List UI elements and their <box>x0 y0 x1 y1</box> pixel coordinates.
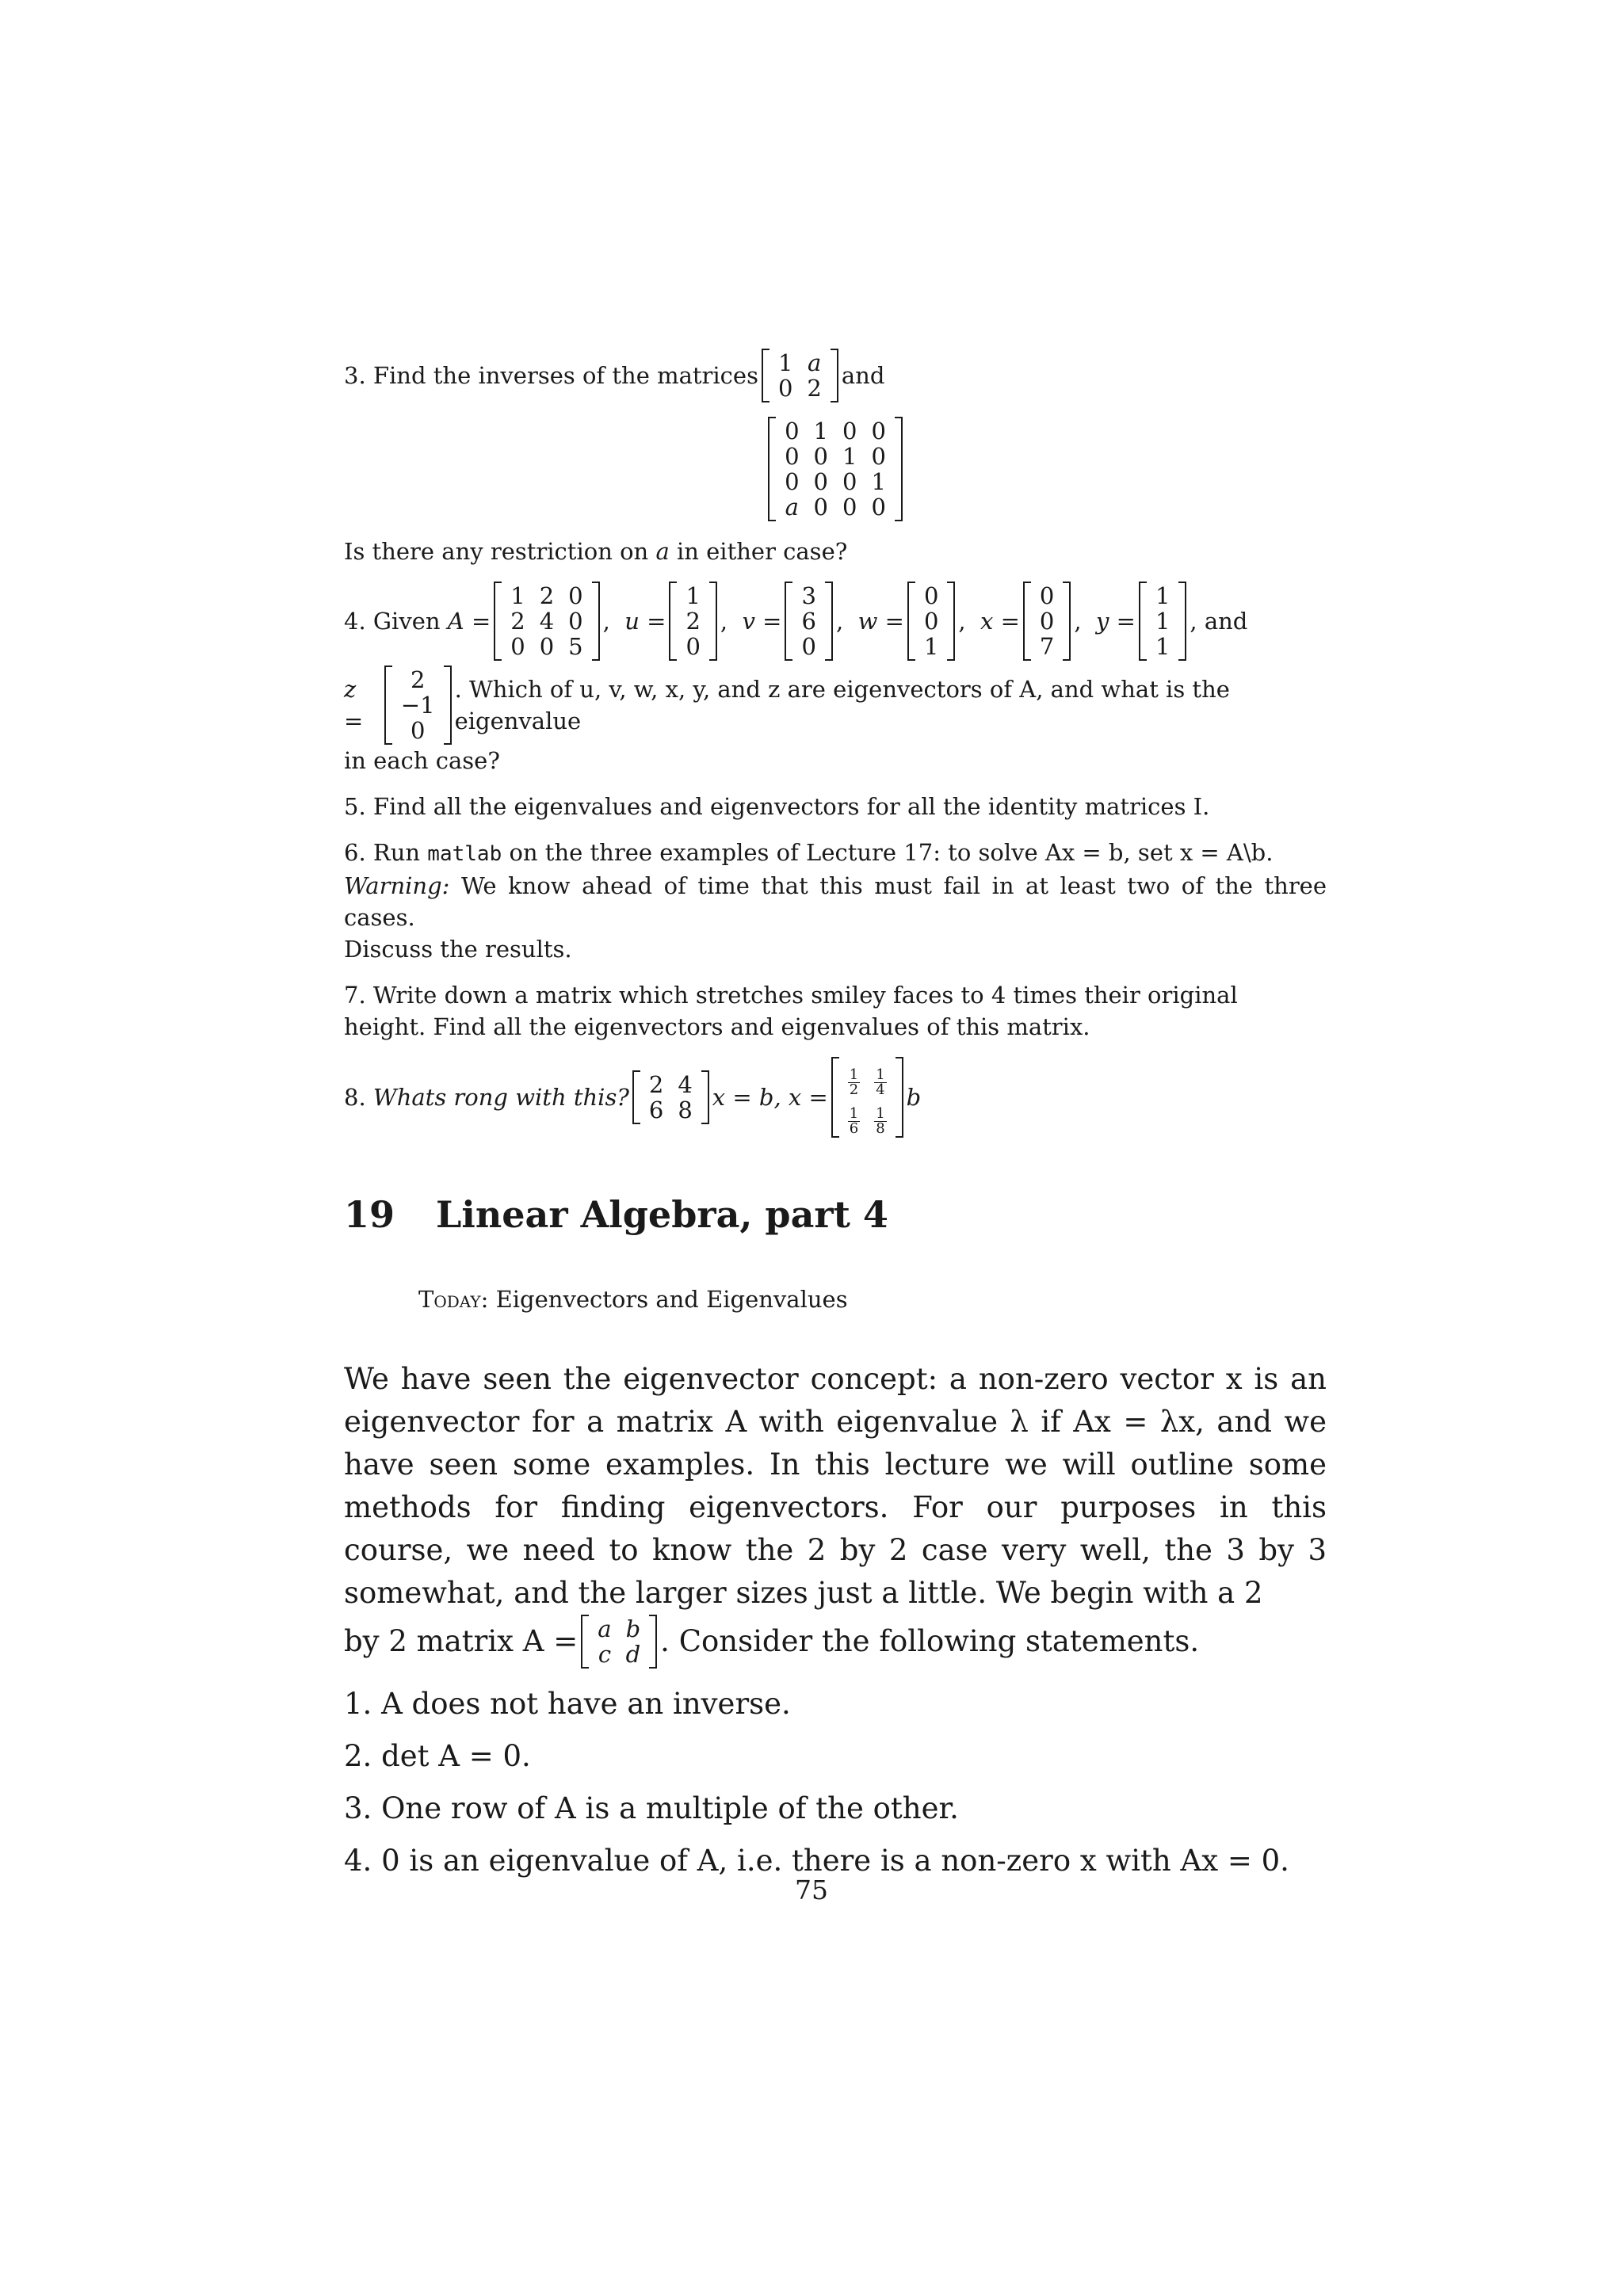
candidate-vectors <box>603 582 1190 661</box>
section-number: 19 <box>344 1193 395 1236</box>
matlab-code: matlab <box>427 842 502 866</box>
matrix-cell: 2 <box>410 666 426 693</box>
vector-label: , y = <box>1074 608 1136 635</box>
fraction-cell: $\frac{1}{8}$ <box>876 1105 885 1137</box>
matrix-2x2-p8 <box>632 1070 709 1124</box>
vector-x <box>1023 582 1071 661</box>
matrix-cell: 0 <box>777 375 793 402</box>
matrix-cell: 0 <box>813 494 828 521</box>
matrix-cell: 7 <box>1039 633 1055 660</box>
matrix-cell: 0 <box>842 468 857 495</box>
matrix-cell: 1 <box>1155 582 1170 609</box>
matrix-cell: 4 <box>539 608 555 635</box>
matrix-cell: 1 <box>685 582 701 609</box>
matrix-4x4 <box>768 417 903 521</box>
matrix-cell: 8 <box>678 1097 693 1123</box>
page-number: 75 <box>795 1875 828 1905</box>
matrix-cell: 1 <box>510 582 525 609</box>
matrix-cell: 2 <box>685 608 701 635</box>
fraction-cell: $\frac{1}{2}$ <box>849 1066 859 1098</box>
matrix-cell: a <box>598 1615 612 1642</box>
matrix-cell: 0 <box>923 582 939 609</box>
vector-z <box>384 666 452 745</box>
vector-w <box>907 582 955 661</box>
problem-4-tail: in each case? <box>344 747 500 774</box>
matrix-cell: 0 <box>801 633 816 660</box>
problem-4-z: z = 2 −1 0 . Which of u, v, w, x, y, and z are eigenvectors of A, and what is the eigenvalue <box>344 666 1230 744</box>
matrix-cell: 1 <box>1155 608 1170 635</box>
matrix-cell: 1 <box>777 349 793 376</box>
vector-y <box>1139 582 1186 661</box>
matrix-inverse-fractions <box>831 1057 903 1138</box>
matrix-cell: 6 <box>648 1097 664 1123</box>
matrix-cell: 5 <box>568 633 583 660</box>
statement-item: 1. A does not have an inverse. <box>344 1687 791 1721</box>
matrix-cell: 1 <box>842 443 857 470</box>
matrix-cell: 4 <box>678 1071 693 1098</box>
matrix-cell: 2 <box>807 375 822 402</box>
page-content <box>344 349 1327 1892</box>
matrix-A <box>494 582 599 661</box>
matrix-cell: 2 <box>539 582 555 609</box>
vector-v <box>785 582 832 661</box>
matrix-abcd <box>581 1615 657 1669</box>
matrix-2x2 <box>762 349 838 402</box>
matrix-cell: 0 <box>685 633 701 660</box>
matrix-cell: 0 <box>410 717 426 744</box>
matrix-cell: 2 <box>510 608 525 635</box>
matrix-cell: 1 <box>871 468 886 495</box>
matrix-cell: 0 <box>842 418 857 444</box>
problem-4: 4. Given A = 1 2 0 2 4 0 0 0 5 , u = 1 2 0 , v = 3 6 0 , w = 0 0 1 , x = 0 0 7 , y = 1 1 1 , and <box>344 582 1248 660</box>
matrix-cell: 1 <box>813 418 828 444</box>
matrix-cell: 0 <box>923 608 939 635</box>
matrix-cell: 0 <box>785 418 800 444</box>
matrix-cell: 2 <box>648 1071 664 1098</box>
matrix-cell: 0 <box>813 468 828 495</box>
problem-3 <box>344 349 1327 402</box>
matrix-cell: 0 <box>813 443 828 470</box>
problem-3-question: Is there any restriction on a in either case? <box>344 538 848 565</box>
matrix-cell: −1 <box>400 692 435 719</box>
problem-5: 5. Find all the eigenvalues and eigenvectors for all the identity matrices I. <box>344 793 1210 820</box>
vector-label: , x = <box>958 608 1020 635</box>
statement-item: 4. 0 is an eigenvalue of A, i.e. there is a non-zero x with Ax = 0. <box>344 1844 1289 1878</box>
vector-label: , w = <box>835 608 904 635</box>
problem-3-lead: 3. Find the inverses of the matrices <box>344 362 758 389</box>
matrix-cell: 0 <box>871 443 886 470</box>
matrix-cell: 0 <box>785 443 800 470</box>
matrix-cell: 0 <box>842 494 857 521</box>
matrix-cell: 3 <box>801 582 816 609</box>
matrix-cell: 1 <box>1155 633 1170 660</box>
matrix-cell: c <box>598 1641 612 1668</box>
matrix-cell: 0 <box>568 608 583 635</box>
matrix-cell: 0 <box>568 582 583 609</box>
problem-7: 7. Write down a matrix which stretches smiley faces to 4 times their original height. Find all the eigenvectors and eigenvalues of this matrix. <box>344 982 1238 1040</box>
fraction-cell: $\frac{1}{4}$ <box>876 1066 885 1098</box>
matrix-cell: 0 <box>539 633 555 660</box>
matrix-cell: b <box>625 1615 641 1642</box>
matrix-cell: a <box>785 494 799 521</box>
today-line: Today: Eigenvectors and Eigenvalues <box>418 1286 848 1313</box>
body-paragraph: We have seen the eigenvector concept: a non-zero vector x is an eigenvector for a matrix A with eigenvalue λ if Ax = λx, and we have seen some examples. In this lecture we will outline some methods for finding eigenvectors. For our purposes in this course, we need to know the 2 by 2 case very well, the 3 by 3 somewhat, and the larger sizes just a little. We begin with a 2 <box>344 1362 1327 1610</box>
matrix-cell: 0 <box>1039 582 1055 609</box>
vector-u <box>669 582 716 661</box>
statement-item: 2. det A = 0. <box>344 1739 531 1773</box>
section-heading <box>344 1193 1327 1236</box>
matrix-4x4-block <box>344 417 1327 521</box>
vector-label: , v = <box>720 608 782 635</box>
problem-8: 8. Whats rong with this? 2 4 6 8 x = b, x = $\frac{1}{2}$ $\frac{1}{4}$ $\frac{1}{6}$ $\frac{1}{8}$ b <box>344 1057 1327 1138</box>
problem-6: 6. Run matlab on the three examples of Lecture 17: to solve Ax = b, set x = A\b. Warning: We know ahead of time that this must fail in at least two of the three cases. Discuss the results. <box>344 839 1327 963</box>
matrix-cell: 0 <box>871 418 886 444</box>
statement-item: 3. One row of A is a multiple of the other. <box>344 1791 959 1825</box>
fraction-cell: $\frac{1}{6}$ <box>849 1105 859 1137</box>
matrix-cell: 0 <box>871 494 886 521</box>
matrix-cell: 6 <box>801 608 816 635</box>
section-title: Linear Algebra, part 4 <box>436 1193 888 1236</box>
matrix-A-label: A = <box>447 608 491 635</box>
statement-list <box>344 1683 1327 1882</box>
vector-label: , u = <box>602 608 666 635</box>
matrix-cell: 0 <box>785 468 800 495</box>
matrix-cell: 1 <box>923 633 939 660</box>
matrix-cell: a <box>807 349 822 376</box>
matrix-cell: d <box>625 1641 641 1668</box>
body-matrix-line: by 2 matrix A = a b c d . Consider the following statements. <box>344 1615 1200 1668</box>
problem-3-and: and <box>841 362 885 389</box>
matrix-cell: 0 <box>510 633 525 660</box>
matrix-cell: 0 <box>1039 608 1055 635</box>
